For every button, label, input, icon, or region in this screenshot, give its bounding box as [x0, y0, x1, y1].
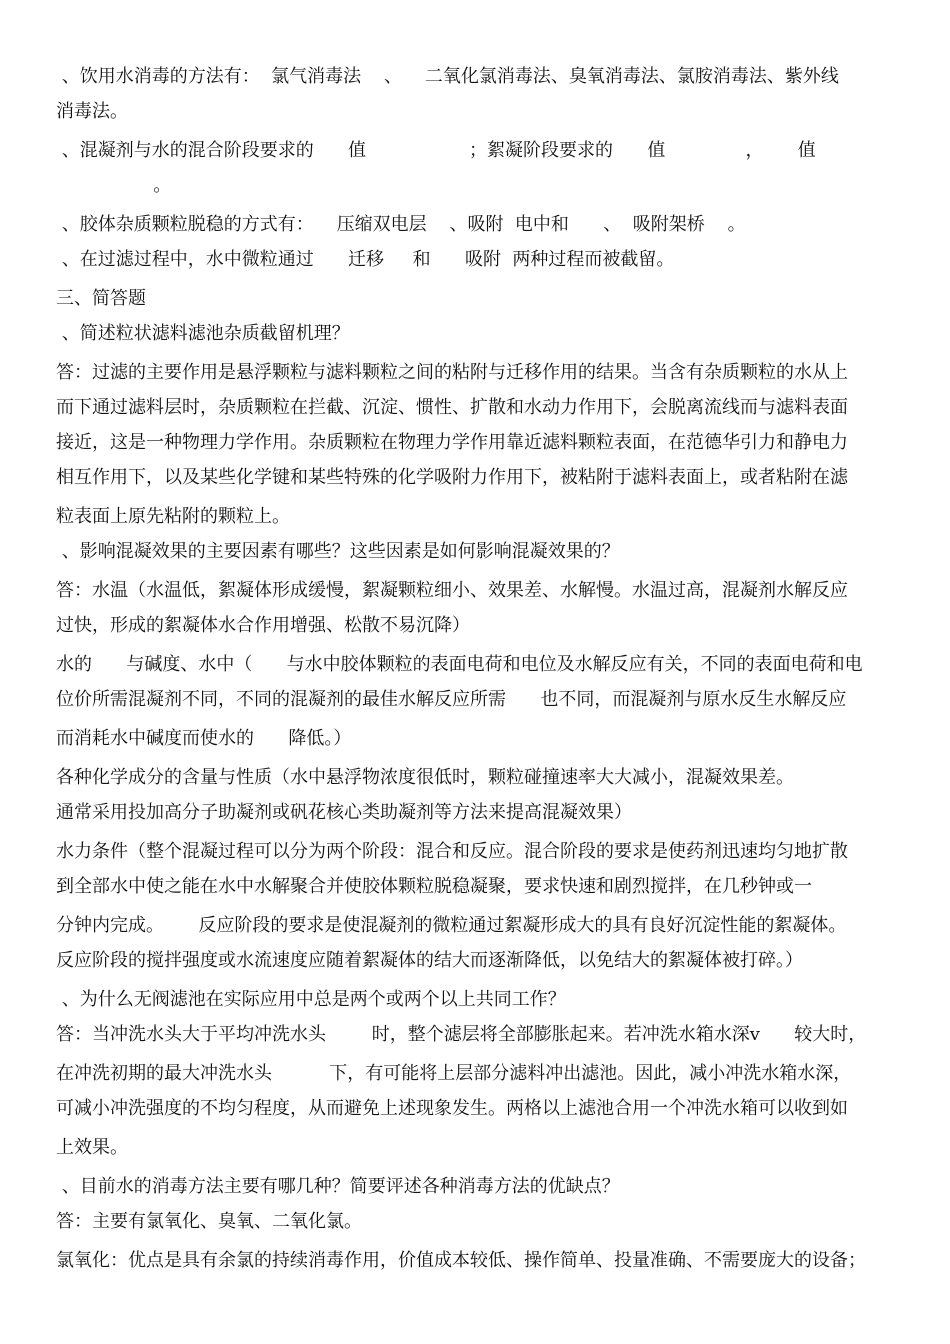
text-line: 各种化学成分的含量与性质（水中悬浮物浓度很低时，颗粒碰撞速率大大减小，混凝效果差。	[56, 767, 794, 788]
text-line: 反应阶段的搅拌强度或水流速度应随着絮凝体的结大而逐渐降低，以免结大的絮凝体被打碎。）	[56, 950, 803, 971]
text-line: 水力条件（整个混凝过程可以分为两个阶段：混合和反应。混合阶段的要求是使药剂迅速均匀地扩散	[56, 841, 848, 862]
text-line: 通常采用投加高分子助凝剂或矾花核心类助凝剂等方法来提高混凝效果）	[56, 802, 632, 823]
text-line: 位价所需混凝剂不同，不同的混凝剂的最佳水解反应所需 也不同，而混凝剂与原水反生水解反应	[56, 689, 847, 710]
text-line: 接近，这是一种物理力学作用。杂质颗粒在物理力学作用靠近滤料颗粒表面，在范德华引力和静电力	[56, 432, 848, 453]
text-line: 答：主要有氯氧化、臭氧、二氧化氯。	[56, 1211, 362, 1232]
text-line: 、胶体杂质颗粒脱稳的方式有： 压缩双电层 、吸附 电中和 、 吸附架桥 。	[56, 214, 746, 235]
text-line: 答：水温（水温低，絮凝体形成缓慢，絮凝颗粒细小、效果差、水解慢。水温过高，混凝剂水解反应	[56, 580, 848, 601]
question-text: 、影响混凝效果的主要因素有哪些？这些因素是如何影响混凝效果的？	[56, 541, 620, 562]
text-line: 。	[56, 175, 172, 196]
section-heading: 三、简答题	[56, 288, 146, 309]
text-line: 在冲洗初期的最大冲洗水头 下，有可能将上层部分滤料冲出滤池。因此，减小冲洗水箱水深，	[56, 1063, 852, 1084]
text-line: 分钟内完成。 反应阶段的要求是使混凝剂的微粒通过絮凝形成大的具有良好沉淀性能的絮凝体。	[56, 915, 847, 936]
text-line: 粒表面上原先粘附的颗粒上。	[56, 506, 290, 527]
text-line: 、混凝剂与水的混合阶段要求的 值 ；絮凝阶段要求的 值 ， 值	[56, 140, 816, 161]
text-line: 、饮用水消毒的方法有： 氯气消毒法 、 二氧化氯消毒法、臭氧消毒法、氯胺消毒法、紫外线	[56, 66, 839, 87]
text-line: 过快，形成的絮凝体水合作用增强、松散不易沉降）	[56, 615, 470, 636]
question-text: 、目前水的消毒方法主要有哪几种？简要评述各种消毒方法的优缺点？	[56, 1176, 620, 1197]
text-line: 水的 与碱度、水中（ 与水中胶体颗粒的表面电荷和电位及水解反应有关，不同的表面电荷和电	[56, 654, 863, 675]
text-line: 、在过滤过程中，水中微粒通过 迁移 和 吸附 两种过程而被截留。	[56, 249, 675, 270]
text-line: 上效果。	[56, 1137, 128, 1158]
question-text: 、简述粒状滤料滤池杂质截留机理？	[56, 323, 350, 344]
text-line: 而消耗水中碱度而使水的 降低。）	[56, 728, 352, 749]
question-text: 、为什么无阀滤池在实际应用中总是两个或两个以上共同工作？	[56, 989, 566, 1010]
text-line: 氯氧化：优点是具有余氯的持续消毒作用，价值成本较低、操作简单、投量准确、不需要庞大的设备；	[56, 1250, 866, 1271]
text-line: 相互作用下，以及某些化学键和某些特殊的化学吸附力作用下，被粘附于滤料表面上，或者粘附在滤	[56, 467, 848, 488]
text-line: 可减小冲洗强度的不均匀程度，从而避免上述现象发生。两格以上滤池合用一个冲洗水箱可以收到如	[56, 1098, 848, 1119]
text-line: 答：当冲洗水头大于平均冲洗水头 时，整个滤层将全部膨胀起来。若冲洗水箱水深v 较大时，	[56, 1024, 867, 1045]
text-line: 而下通过滤料层时，杂质颗粒在拦截、沉淀、惯性、扩散和水动力作用下，会脱离流线而与滤料表面	[56, 397, 848, 418]
text-line: 答：过滤的主要作用是悬浮颗粒与滤料颗粒之间的粘附与迁移作用的结果。当含有杂质颗粒的水从上	[56, 362, 848, 383]
text-line: 到全部水中使之能在水中水解聚合并使胶体颗粒脱稳凝聚，要求快速和剧烈搅拌，在几秒钟或一	[56, 876, 812, 897]
text-line: 消毒法。	[56, 101, 128, 122]
